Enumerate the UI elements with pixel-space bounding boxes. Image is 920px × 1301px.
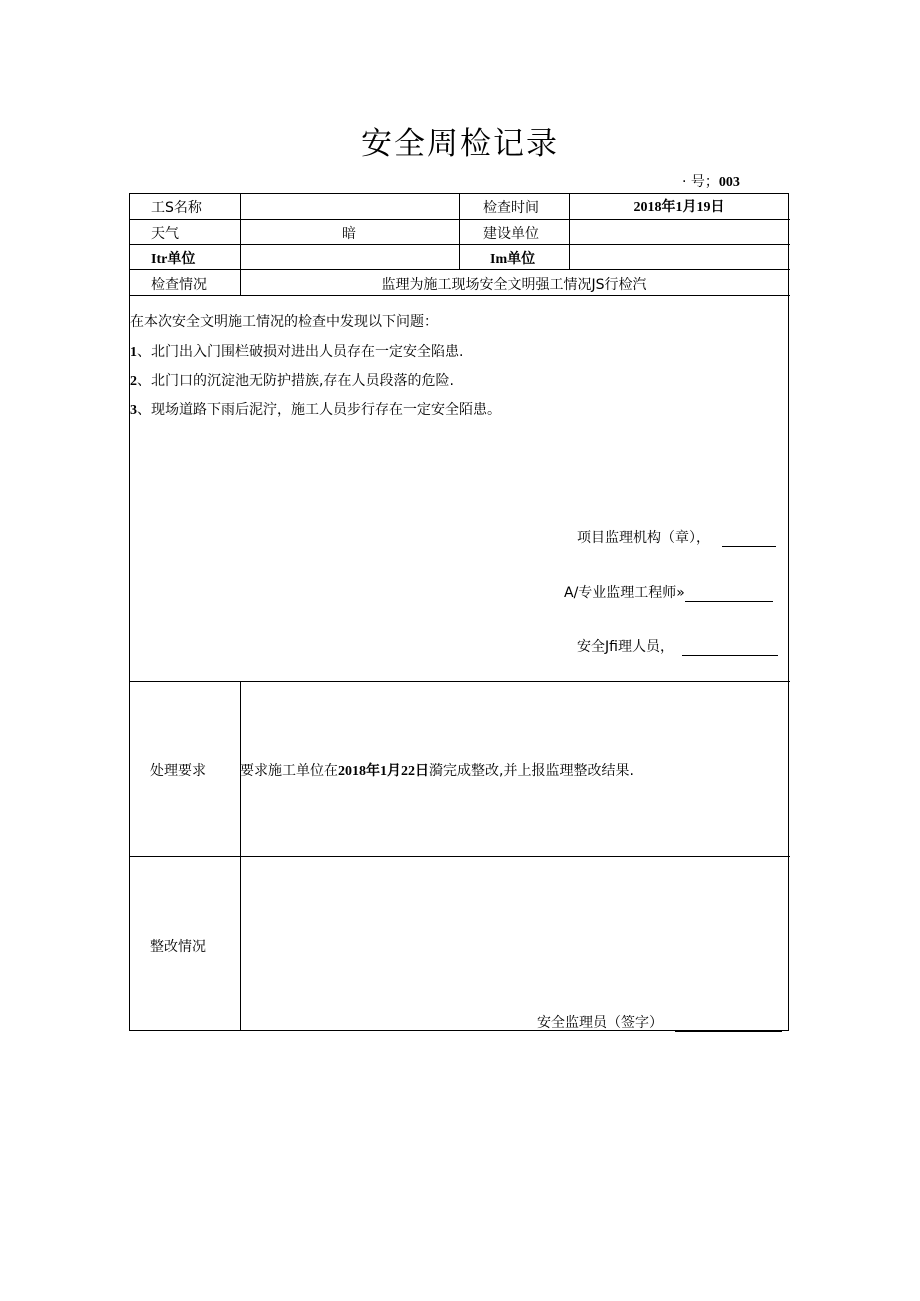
document-number-value: 003 <box>718 175 740 190</box>
check-time-value: 2018年1月19日 <box>633 200 725 215</box>
project-name-label: 工S名称 <box>151 200 202 216</box>
signature-line <box>722 532 776 547</box>
finding-item: 2、北门口的沉淀池无防护措族,存在人员段落的危险. <box>130 373 454 389</box>
document-number <box>682 171 740 191</box>
unit-a-label <box>151 249 195 270</box>
safety-supervisor-sign-field: 安全监理员（签字） <box>537 1012 782 1032</box>
supervision-org-signature: 项目监理机构（章）， <box>577 527 776 547</box>
handling-label: 处理要求 <box>150 763 206 779</box>
safety-supervisor-signature: 安全Jfi理人员， <box>577 636 778 656</box>
signature-line <box>682 641 778 656</box>
signature-line <box>675 1017 782 1032</box>
weather-label: 天气 <box>151 226 179 242</box>
check-time-label: 检查时间 <box>483 200 539 216</box>
specialist-engineer-signature: A/专业监理工程师» <box>564 582 773 602</box>
document-number-label: · 号； <box>682 174 719 190</box>
unit-a-label-text: Itr单位 <box>151 252 196 267</box>
handling-text: 要求施工单位在2018年1月22日漪完成整改,并上报监理整改结果. <box>240 763 634 779</box>
findings-intro: 在本次安全文明施工情况的检查中发现以下问题： <box>130 314 438 330</box>
signature-line <box>685 587 773 602</box>
page-title: 安全周检记录 <box>361 126 559 162</box>
weather-value: 暗 <box>342 226 356 242</box>
finding-item: 1、北门出入门围栏破损对进出人员存在一定安全陷患. <box>130 344 464 360</box>
rectification-label: 整改情况 <box>150 939 206 955</box>
build-unit-label: 建设单位 <box>483 226 539 242</box>
check-status-value: 监理为施工现场安全文明强工情况JS行检汽 <box>381 277 647 293</box>
unit-b-label-text: Im单位 <box>490 252 536 267</box>
finding-item: 3、现场道路下雨后泥泞，施工人员步行存在一定安全陌患。 <box>130 402 501 418</box>
unit-b-label <box>490 249 535 270</box>
check-status-label: 检查情况 <box>151 277 207 293</box>
